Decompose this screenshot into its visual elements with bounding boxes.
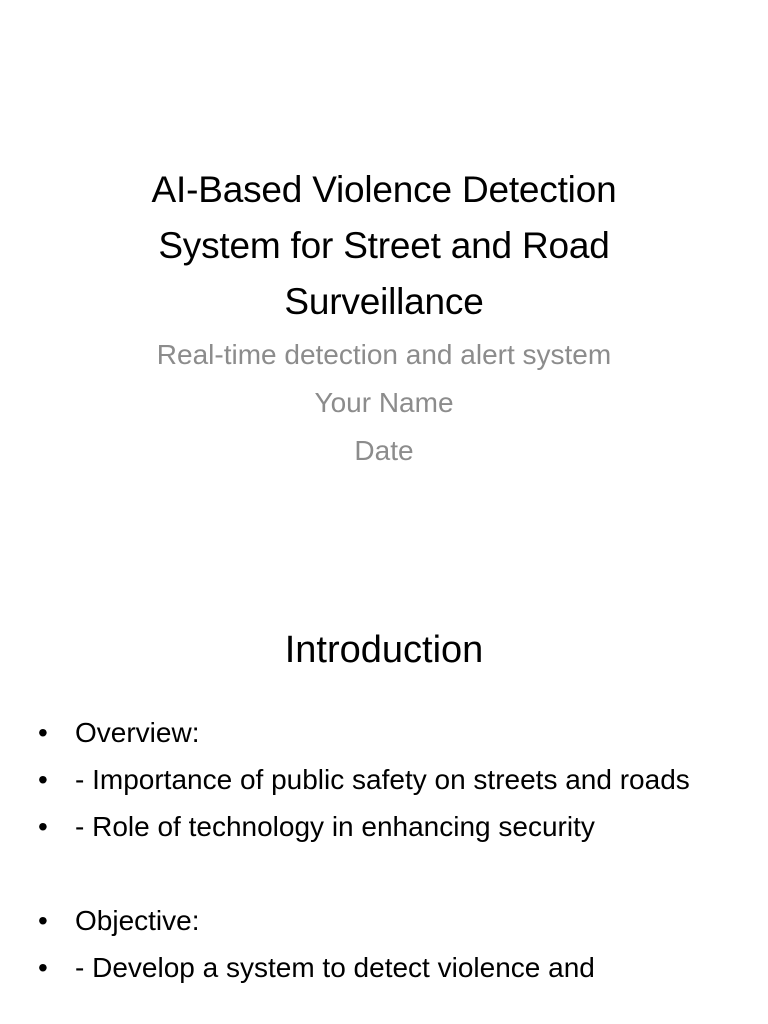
- bullet-item: [38, 806, 698, 848]
- bullet-list: [38, 712, 698, 994]
- bullet-icon: •: [38, 717, 48, 748]
- subtitle-author: Your Name: [314, 387, 454, 418]
- slide-title-line: AI-Based Violence Detection: [151, 169, 617, 210]
- bullet-item: [38, 947, 698, 989]
- slide-title-line: Surveillance: [284, 281, 484, 322]
- introduction-title: Introduction: [284, 629, 484, 671]
- bullet-text: - Role of technology in enhancing security: [75, 811, 595, 842]
- bullet-item: [38, 900, 698, 942]
- slide-title-line: System for Street and Road: [158, 225, 610, 266]
- bullet-icon: •: [38, 905, 48, 936]
- slide-title: [40, 162, 728, 330]
- bullet-text: - Develop a system to detect violence and: [75, 952, 595, 983]
- slide-subtitle: [40, 331, 728, 475]
- subtitle-date: Date: [354, 435, 414, 466]
- introduction-slide: [0, 600, 768, 1024]
- bullet-spacer: [38, 853, 698, 895]
- bullet-icon: •: [38, 764, 48, 795]
- bullet-icon: •: [38, 811, 48, 842]
- bullet-text: Objective:: [75, 905, 200, 936]
- bullet-text: Overview:: [75, 717, 200, 748]
- bullet-text: - Importance of public safety on streets and roads: [75, 764, 690, 795]
- subtitle-tagline: Real-time detection and alert system: [156, 339, 612, 370]
- bullet-icon: •: [38, 952, 48, 983]
- bullet-item: [38, 712, 698, 754]
- bullet-item: [38, 759, 698, 801]
